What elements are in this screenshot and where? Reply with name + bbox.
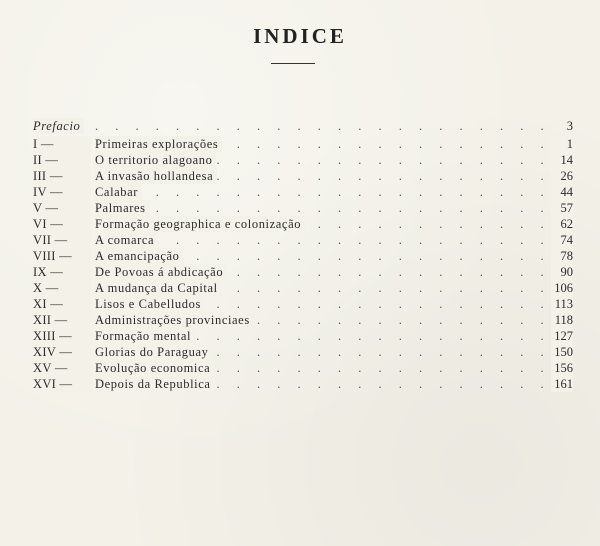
table-of-contents bbox=[33, 118, 573, 392]
toc-entry bbox=[33, 296, 573, 312]
toc-entry bbox=[33, 344, 573, 360]
toc-entry-title: Depois da Republica bbox=[95, 376, 215, 392]
toc-entry bbox=[33, 168, 573, 184]
toc-entry-page: 161 bbox=[551, 376, 573, 392]
toc-entry-page: 1 bbox=[551, 136, 573, 152]
toc-entry-page: 90 bbox=[551, 264, 573, 280]
toc-leader-dots bbox=[95, 232, 551, 248]
toc-entry-number: XIV — bbox=[33, 344, 91, 360]
toc-entry-title: Primeiras explorações bbox=[95, 136, 222, 152]
toc-entry-page: 26 bbox=[551, 168, 573, 184]
toc-entry-number: XIII — bbox=[33, 328, 91, 344]
toc-entry-page: 62 bbox=[551, 216, 573, 232]
toc-entry-number: IX — bbox=[33, 264, 91, 280]
page-title: INDICE bbox=[253, 24, 347, 48]
toc-entry bbox=[33, 264, 573, 280]
toc-entry-number: VI — bbox=[33, 216, 91, 232]
toc-entry-number: III — bbox=[33, 168, 91, 184]
toc-entry bbox=[33, 232, 573, 248]
toc-entry-title: Administrações provinciaes bbox=[95, 312, 254, 328]
toc-entry-number: X — bbox=[33, 280, 91, 296]
toc-entry-page: 150 bbox=[551, 344, 573, 360]
toc-leader-dots bbox=[95, 118, 551, 134]
toc-entry-title: Glorias do Paraguay bbox=[95, 344, 212, 360]
toc-entry-page: 127 bbox=[551, 328, 573, 344]
toc-entry bbox=[33, 280, 573, 296]
toc-entry-number: V — bbox=[33, 200, 91, 216]
toc-entry-title: A comarca bbox=[95, 232, 158, 248]
toc-entry-page: 78 bbox=[551, 248, 573, 264]
toc-entry-number: XI — bbox=[33, 296, 91, 312]
toc-entry-page: 106 bbox=[551, 280, 573, 296]
toc-entry-page: 118 bbox=[551, 312, 573, 328]
toc-entry bbox=[33, 152, 573, 168]
toc-entry-number: VIII — bbox=[33, 248, 91, 264]
toc-leader-dots bbox=[95, 184, 551, 200]
toc-entry-title: Formação geographica e colonização bbox=[95, 216, 305, 232]
toc-entry bbox=[33, 376, 573, 392]
toc-entry bbox=[33, 216, 573, 232]
toc-entry-number: XII — bbox=[33, 312, 91, 328]
toc-entry-title: Palmares bbox=[95, 200, 150, 216]
toc-entry-prefacio bbox=[33, 118, 573, 134]
toc-entry-title: Prefacio bbox=[33, 118, 84, 134]
toc-entry-title: A emancipação bbox=[95, 248, 184, 264]
toc-entry-number: IV — bbox=[33, 184, 91, 200]
toc-entry-page: 44 bbox=[551, 184, 573, 200]
toc-entry-page: 74 bbox=[551, 232, 573, 248]
toc-entry-title: A invasão hollandesa bbox=[95, 168, 217, 184]
toc-entry bbox=[33, 312, 573, 328]
toc-entry-page: 156 bbox=[551, 360, 573, 376]
toc-entry bbox=[33, 184, 573, 200]
toc-entry-number: I — bbox=[33, 136, 91, 152]
toc-entry-title: Evolução economica bbox=[95, 360, 214, 376]
toc-entry-page: 14 bbox=[551, 152, 573, 168]
toc-leader-dots bbox=[95, 200, 551, 216]
toc-entry bbox=[33, 136, 573, 152]
toc-entry-title: O territorio alagoano bbox=[95, 152, 216, 168]
toc-entry-number: II — bbox=[33, 152, 91, 168]
toc-entry bbox=[33, 360, 573, 376]
toc-entry bbox=[33, 200, 573, 216]
toc-entry bbox=[33, 328, 573, 344]
toc-entry-page: 113 bbox=[551, 296, 573, 312]
toc-entry-title: Calabar bbox=[95, 184, 142, 200]
toc-entry-title: De Povoas á abdicação bbox=[95, 264, 227, 280]
toc-entry-number: VII — bbox=[33, 232, 91, 248]
toc-entry-page: 57 bbox=[551, 200, 573, 216]
toc-entry-number: XV — bbox=[33, 360, 91, 376]
toc-entry-title: Formação mental bbox=[95, 328, 195, 344]
toc-entry-number: XVI — bbox=[33, 376, 91, 392]
toc-entry bbox=[33, 248, 573, 264]
toc-entry-page: 3 bbox=[551, 118, 573, 134]
title-underline bbox=[271, 63, 315, 64]
toc-entry-title: A mudança da Capital bbox=[95, 280, 222, 296]
toc-entry-title: Lisos e Cabelludos bbox=[95, 296, 205, 312]
